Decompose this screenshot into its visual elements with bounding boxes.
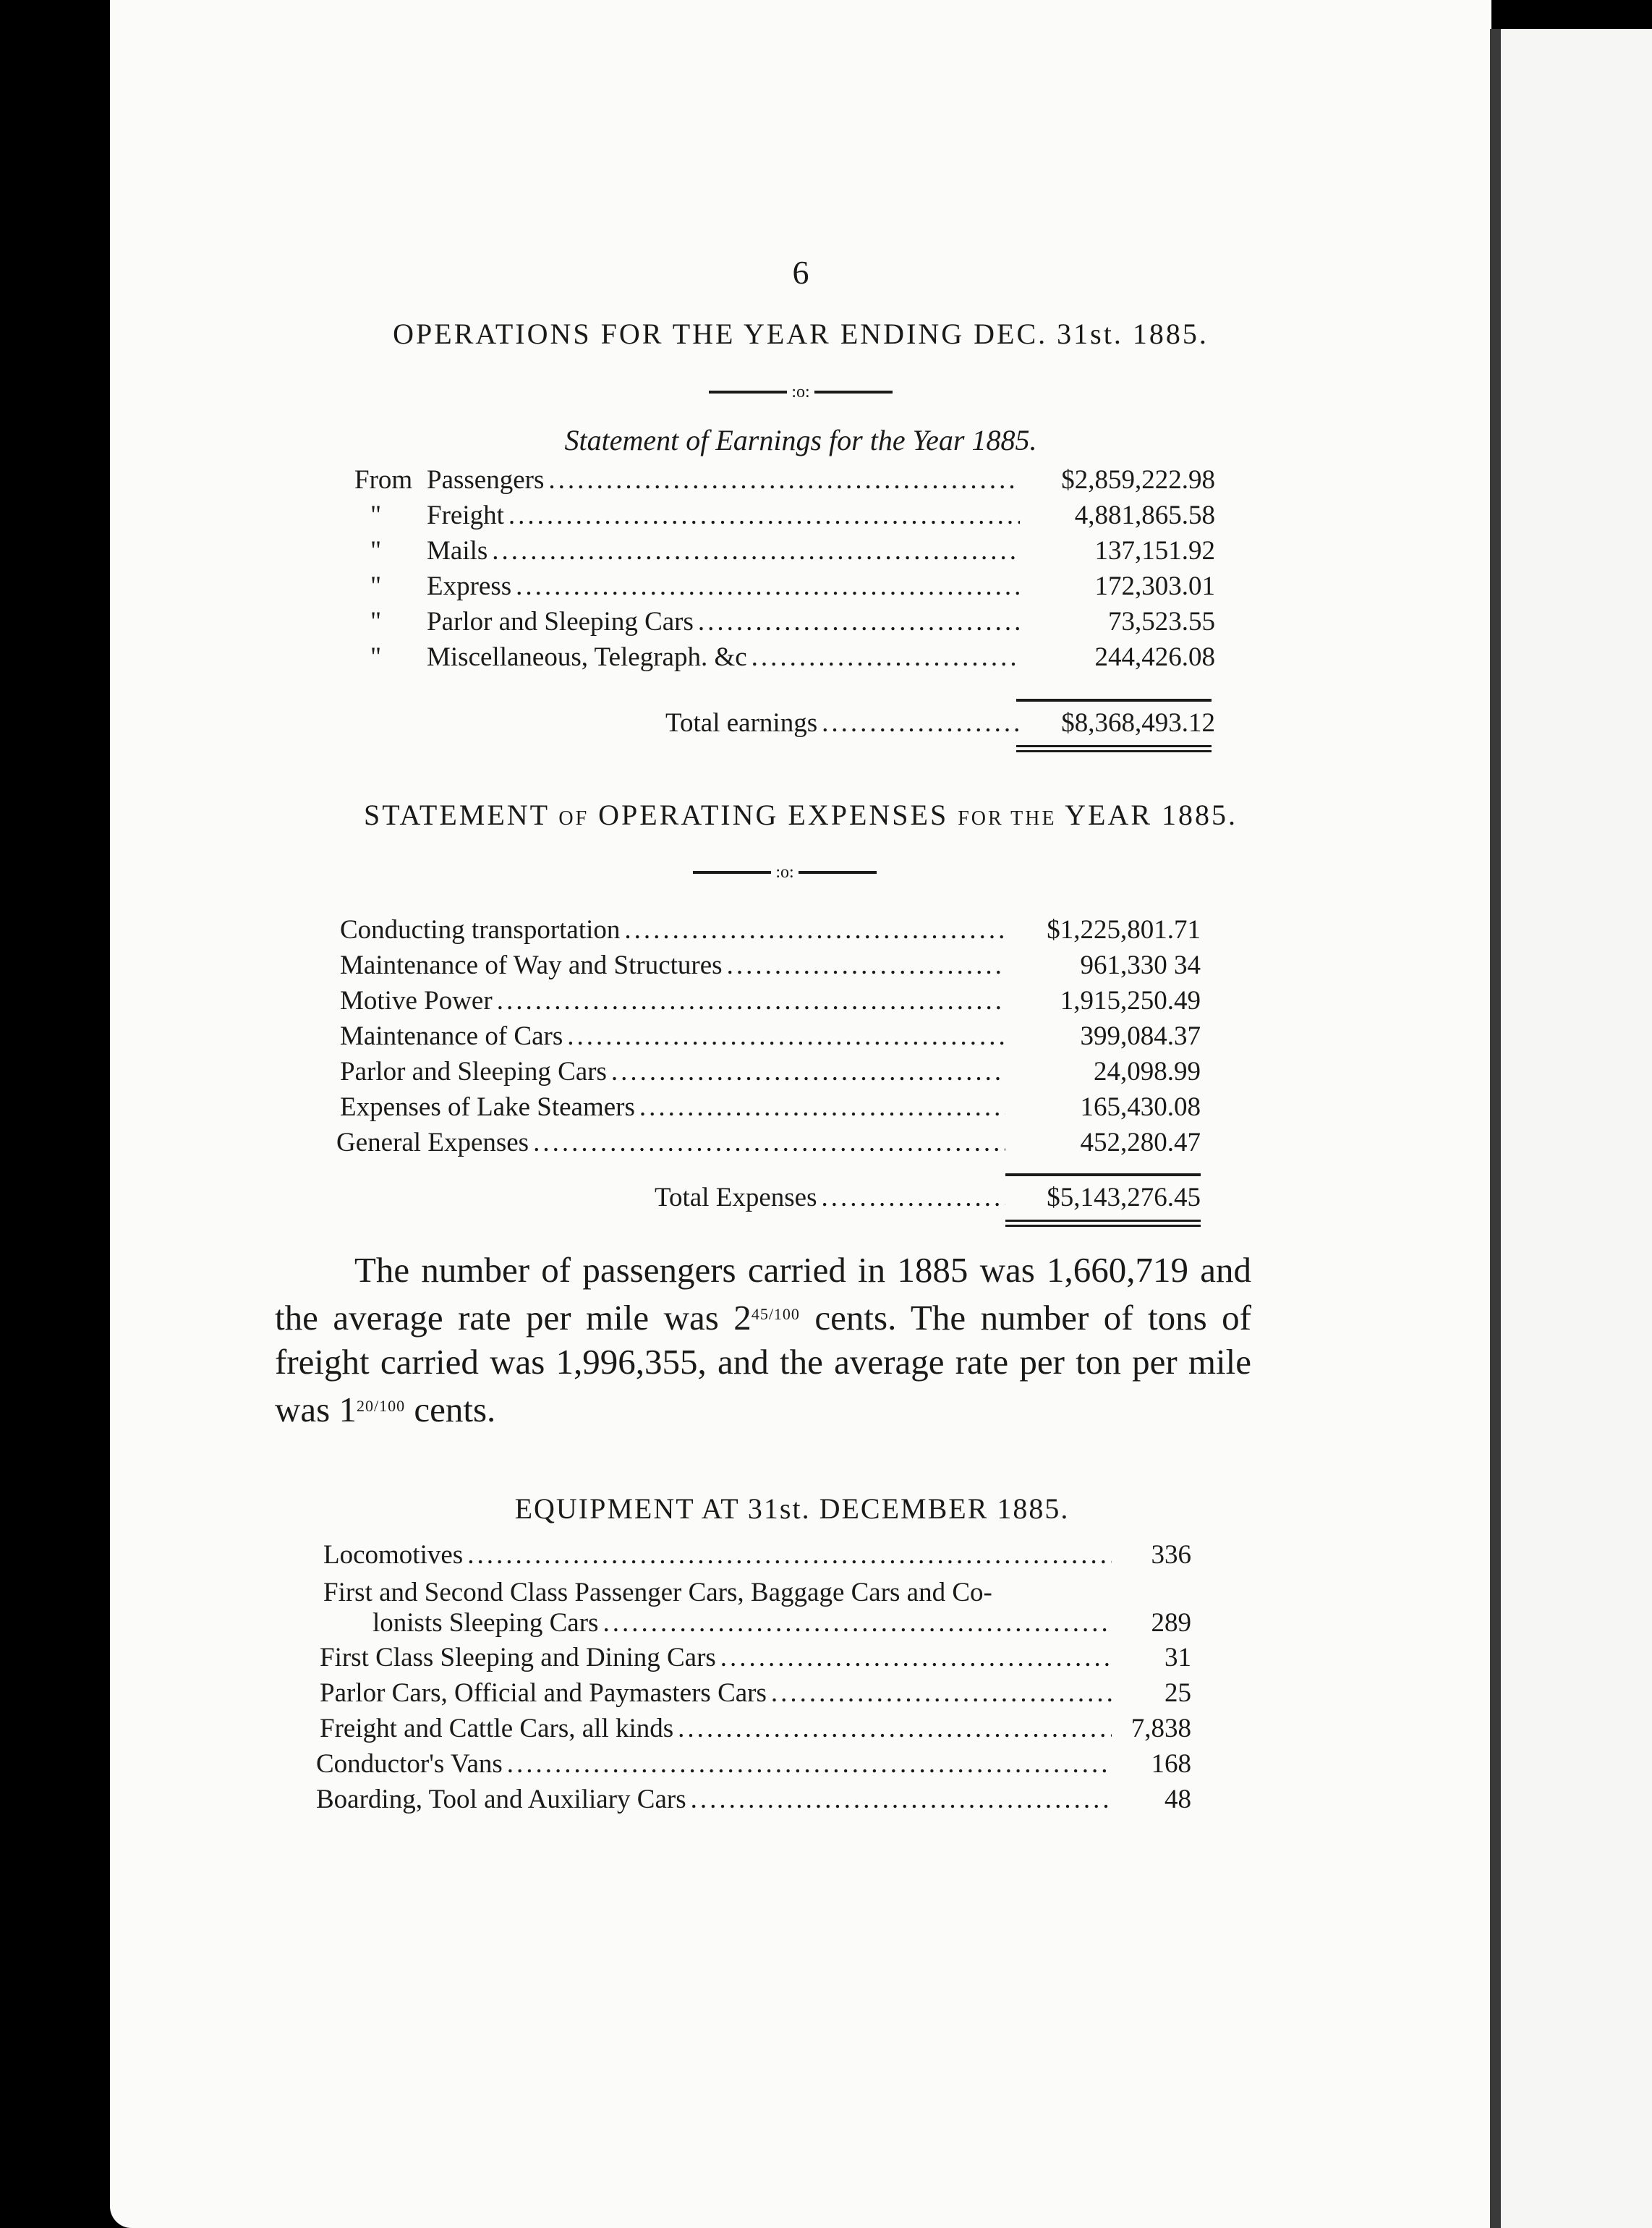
row-value: 289	[1151, 1608, 1191, 1638]
leader-dots	[817, 1182, 1006, 1213]
heading-part: STATEMENT	[363, 799, 550, 831]
earnings-row	[354, 500, 1215, 535]
facing-page	[1501, 29, 1652, 2228]
earnings-row	[354, 535, 1215, 570]
row-value: $2,859,222.98	[1061, 465, 1215, 495]
row-label: Locomotives	[323, 1540, 464, 1570]
expense-row	[340, 985, 1201, 1020]
fraction: 45/100	[751, 1305, 800, 1323]
divider-mark: :o:	[775, 863, 794, 882]
row-label: Conducting transportation	[340, 915, 621, 945]
leader-dots	[511, 571, 1020, 602]
equipment-row	[323, 1577, 1191, 1612]
row-label: Mails	[427, 536, 488, 566]
row-value: $1,225,801.71	[1047, 915, 1201, 945]
expense-row	[340, 1092, 1201, 1126]
earnings-row	[354, 464, 1215, 499]
equipment-row	[320, 1642, 1191, 1677]
equipment-row	[323, 1539, 1191, 1574]
total-label: Total earnings	[665, 708, 818, 738]
row-label: Parlor Cars, Official and Paymasters Cars	[320, 1678, 767, 1708]
leader-dots	[598, 1607, 1112, 1638]
row-value: 399,084.37	[1080, 1021, 1201, 1051]
earnings-title: Statement of Earnings for the Year 1885.	[564, 424, 1037, 456]
row-prefix: "	[370, 501, 382, 530]
leader-dots	[544, 464, 1020, 496]
row-label: Freight and Cattle Cars, all kinds	[320, 1714, 674, 1743]
leader-dots	[504, 500, 1020, 531]
page-number: 6	[792, 254, 809, 291]
expenses-heading	[110, 798, 1491, 832]
paragraph-text: cents.	[405, 1390, 496, 1429]
paragraph-text: The number of passengers carried in 1885 was 1,660,719 and the average rate per mile was 2	[275, 1250, 1251, 1338]
book-spine	[1490, 29, 1502, 2228]
row-value: 25	[1165, 1678, 1191, 1708]
leader-dots	[635, 1092, 1005, 1123]
row-label: Miscellaneous, Telegraph. &c	[427, 642, 747, 672]
row-label: Passengers	[427, 465, 545, 495]
heading-part: FOR THE	[958, 807, 1057, 830]
row-value: 172,303.01	[1094, 571, 1215, 601]
row-label: Freight	[427, 501, 504, 530]
expense-row	[340, 914, 1201, 949]
expense-row	[340, 950, 1201, 985]
expenses-total-row	[655, 1182, 1201, 1217]
row-label: First Class Sleeping and Dining Cars	[320, 1643, 716, 1672]
equipment-row-continued	[372, 1607, 1191, 1642]
row-prefix: "	[370, 571, 382, 601]
divider-mark: :o:	[791, 383, 810, 401]
leader-dots	[463, 1539, 1112, 1570]
leader-dots	[686, 1784, 1112, 1815]
row-label: Boarding, Tool and Auxiliary Cars	[316, 1785, 686, 1814]
row-prefix: "	[370, 607, 382, 637]
row-value: 73,523.55	[1108, 607, 1215, 637]
row-prefix: From	[354, 465, 413, 495]
row-label: lonists Sleeping Cars	[372, 1608, 599, 1638]
row-value: 7,838	[1131, 1714, 1191, 1743]
leader-dots	[673, 1713, 1112, 1744]
total-value: $8,368,493.12	[1061, 708, 1215, 738]
sum-rule	[1016, 699, 1212, 702]
equipment-row	[316, 1748, 1191, 1783]
row-label: Motive Power	[340, 986, 493, 1016]
row-value: 31	[1165, 1643, 1191, 1672]
leader-dots	[529, 1127, 1005, 1158]
expense-row	[340, 1021, 1201, 1055]
row-prefix: "	[370, 642, 382, 672]
row-label: Maintenance of Way and Structures	[340, 951, 723, 980]
expense-row	[336, 1127, 1201, 1162]
row-label: Maintenance of Cars	[340, 1021, 563, 1051]
leader-dots	[607, 1056, 1005, 1087]
row-value: 452,280.47	[1080, 1128, 1201, 1157]
row-prefix: "	[370, 536, 382, 566]
equipment-row	[320, 1713, 1191, 1748]
earnings-row	[354, 571, 1215, 605]
row-value: 4,881,865.58	[1074, 501, 1215, 530]
row-value: 48	[1165, 1785, 1191, 1814]
equipment-heading: EQUIPMENT AT 31st. DECEMBER 1885.	[514, 1492, 1070, 1525]
leader-dots	[487, 535, 1020, 566]
double-rule	[1016, 745, 1212, 752]
leader-dots	[493, 985, 1005, 1016]
operations-heading: OPERATIONS FOR THE YEAR ENDING DEC. 31st. 1885.	[393, 318, 1209, 350]
double-rule	[1005, 1220, 1201, 1227]
equipment-row	[320, 1678, 1191, 1712]
leader-dots	[563, 1021, 1005, 1052]
fraction: 20/100	[356, 1397, 406, 1415]
summary-paragraph	[275, 1248, 1251, 1432]
expense-row	[340, 1056, 1201, 1091]
total-label: Total Expenses	[655, 1183, 817, 1212]
leader-dots	[694, 606, 1020, 637]
earnings-total-row	[665, 707, 1215, 742]
paragraph-text: cents. The number of tons of freight carried was 1,996,355, and the average rate per ton per mile was 1	[275, 1298, 1251, 1429]
row-value: 1,915,250.49	[1060, 986, 1201, 1016]
heading-part: OPERATING EXPENSES	[598, 799, 949, 831]
row-value: 165,430.08	[1080, 1092, 1201, 1122]
row-label: Parlor and Sleeping Cars	[427, 607, 694, 637]
row-label: Parlor and Sleeping Cars	[340, 1057, 607, 1087]
row-value: 168	[1151, 1749, 1191, 1779]
leader-dots	[723, 950, 1005, 981]
leader-dots	[767, 1678, 1112, 1709]
row-value: 24,098.99	[1094, 1057, 1201, 1087]
equipment-row	[316, 1784, 1191, 1819]
heading-part: OF	[558, 807, 589, 830]
row-label: General Expenses	[336, 1128, 529, 1157]
leader-dots	[503, 1748, 1112, 1780]
heading-part: YEAR 1885.	[1065, 799, 1238, 831]
row-label: Expenses of Lake Steamers	[340, 1092, 635, 1122]
sum-rule	[1005, 1173, 1201, 1176]
leader-dots	[817, 707, 1020, 739]
earnings-row	[354, 642, 1215, 676]
row-value: 137,151.92	[1094, 536, 1215, 566]
leader-dots	[716, 1642, 1112, 1673]
leader-dots	[620, 914, 1005, 945]
row-value: 961,330 34	[1080, 951, 1201, 980]
total-value: $5,143,276.45	[1047, 1183, 1201, 1212]
row-label: Express	[427, 571, 512, 601]
row-value: 336	[1151, 1540, 1191, 1570]
row-label: Conductor's Vans	[316, 1749, 503, 1779]
leader-dots	[747, 642, 1020, 673]
row-value: 244,426.08	[1094, 642, 1215, 672]
row-label: First and Second Class Passenger Cars, Baggage Cars and Co-	[323, 1578, 992, 1607]
earnings-row	[354, 606, 1215, 641]
